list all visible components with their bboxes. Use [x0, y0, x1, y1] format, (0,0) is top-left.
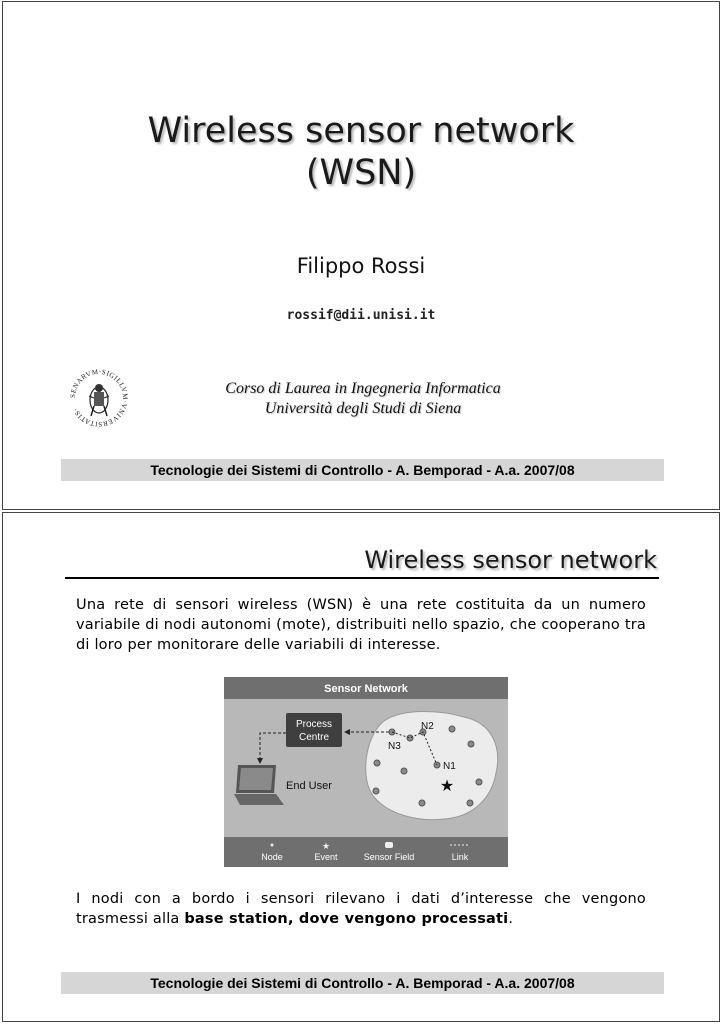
legend-node: Node	[261, 852, 283, 862]
node-n2-label: N2	[421, 721, 434, 732]
title-slide	[2, 1, 720, 510]
university-seal-logo	[67, 366, 131, 430]
detail-text-end: .	[508, 911, 514, 927]
title-underline	[65, 577, 659, 579]
legend-event: Event	[314, 852, 338, 862]
sensor-network-diagram	[224, 677, 508, 867]
slide-footer: Tecnologie dei Sistemi di Controllo - A. Bemporad - A.a. 2007/08	[61, 972, 664, 994]
process-label-2: Centre	[298, 732, 330, 743]
detail-paragraph	[76, 889, 646, 929]
diagram-header: Sensor Network	[324, 683, 408, 695]
university-name: Università degli Studi di Siena	[264, 400, 462, 417]
course-info	[153, 379, 573, 419]
legend-sensor-field: Sensor Field	[363, 852, 415, 862]
detail-text-bold: base station, dove vengono processati	[184, 911, 509, 927]
node-n1-label: N1	[443, 761, 456, 772]
author-name: Filippo Rossi	[296, 254, 426, 278]
author-email: rossif@dii.unisi.it	[286, 308, 436, 323]
detail-text-start: I nodi con a bordo i sensori rilevano i dati d’interesse che vengono trasmessi alla	[76, 891, 646, 927]
event-star-icon: ★	[439, 776, 455, 795]
legend-link: Link	[451, 852, 469, 862]
end-user-label: End User	[286, 780, 332, 792]
sensor-field-legend-icon	[385, 842, 393, 848]
content-slide	[2, 512, 720, 1022]
slide-title: Wireless sensor network	[364, 546, 657, 574]
title-line-1: Wireless sensor network	[147, 111, 575, 151]
slide-title	[3, 110, 719, 194]
slide-footer: Tecnologie dei Sistemi di Controllo - A. Bemporad - A.a. 2007/08	[61, 459, 664, 481]
process-label-1: Process	[295, 719, 333, 730]
event-legend-icon: ★	[321, 842, 331, 852]
svg-text:SENARVM·SIGILLVM·VNIVERSITATIS: SENARVM·SIGILLVM·VNIVERSITATIS·	[68, 367, 130, 429]
intro-paragraph: Una rete di sensori wireless (WSN) è una rete costituita da un numero variabile di nodi autonomi (mote), distribuiti nello spazio, che cooperano tra di loro per monitorare delle variabili di interesse.	[76, 597, 646, 653]
title-line-2: (WSN)	[305, 153, 417, 193]
course-name: Corso di Laurea in Ingegneria Informatica	[225, 380, 501, 397]
node-n3-label: N3	[388, 741, 401, 752]
node-legend-icon	[271, 844, 274, 847]
